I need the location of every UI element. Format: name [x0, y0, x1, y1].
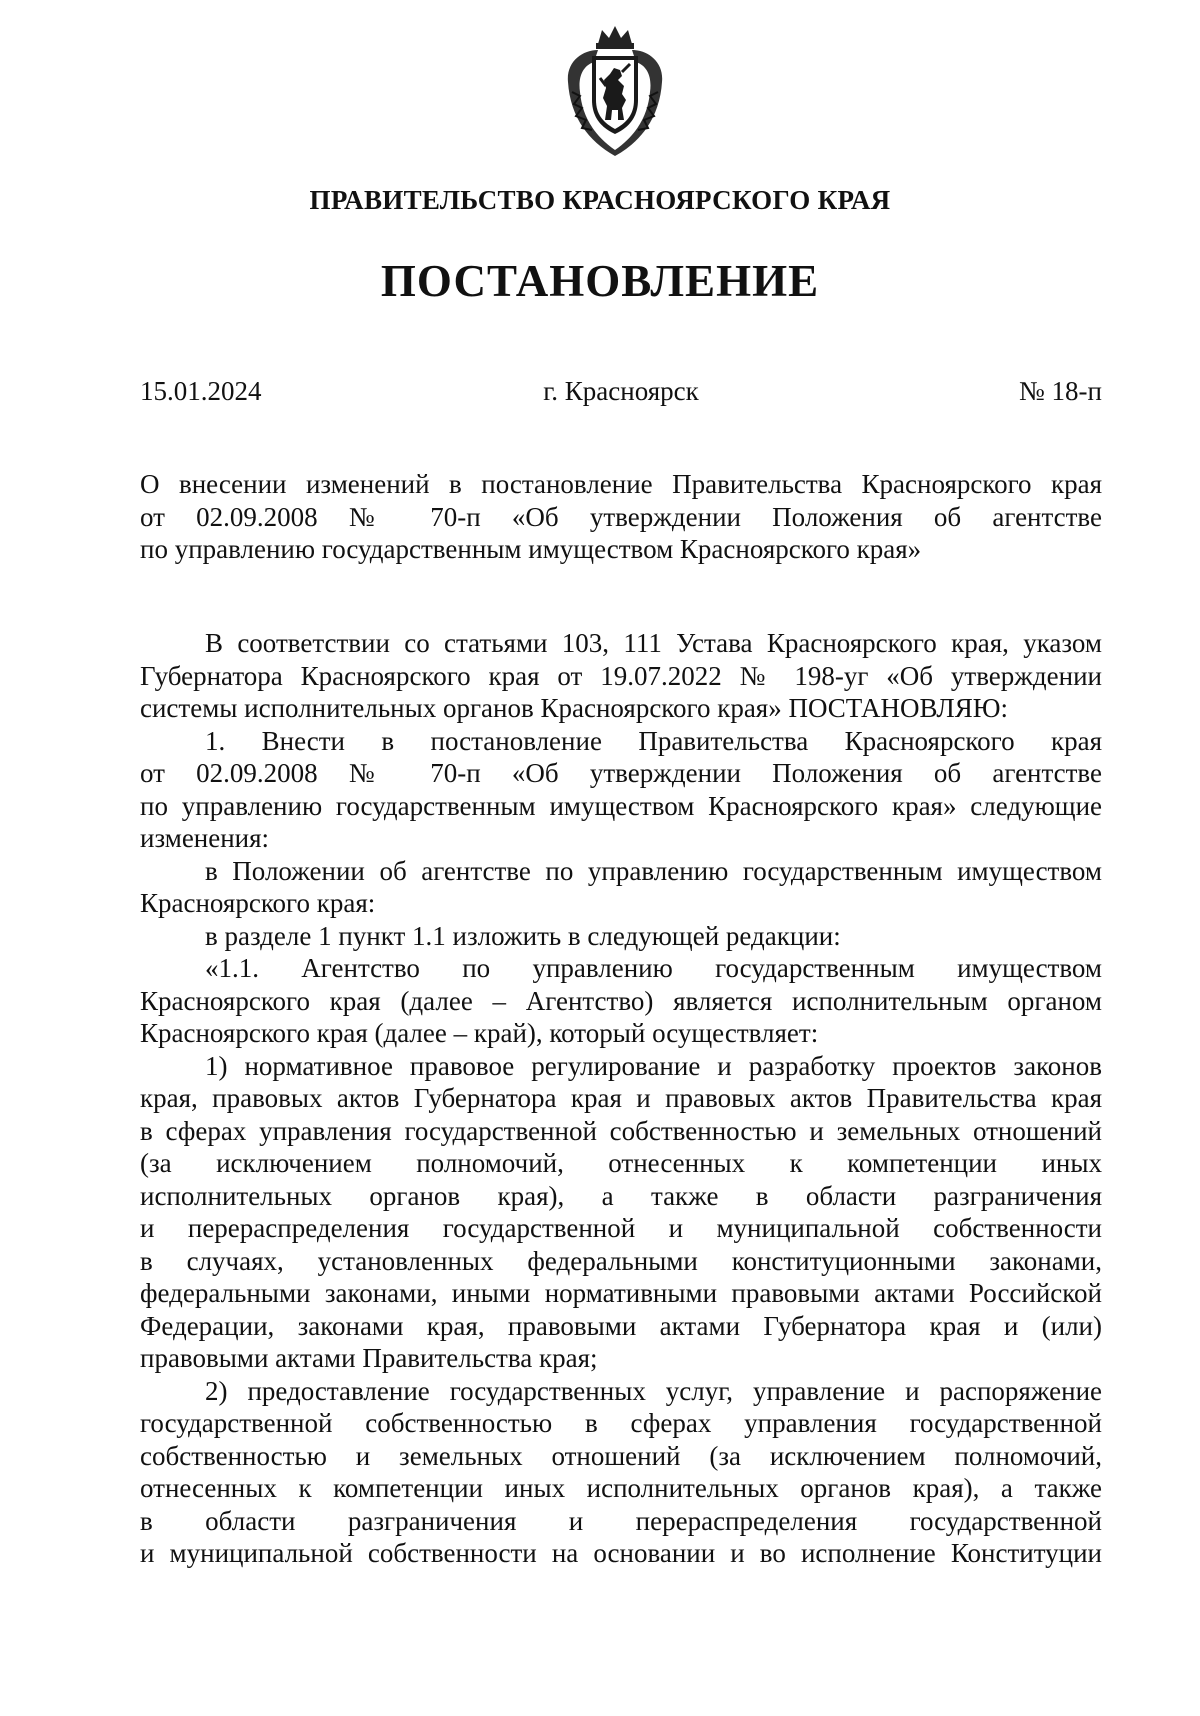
body-line: в сферах управления государственной собственностью и земельных отношений: [140, 1115, 1102, 1146]
document-type-heading: ПОСТАНОВЛЕНИЕ: [380, 256, 820, 306]
body-line: собственностью и земельных отношений (за исключением полномочий,: [140, 1440, 1102, 1471]
subject-line: от 02.09.2008 № 70-п «Об утверждении Положения об агентстве: [140, 501, 1102, 532]
krasnoyarsk-coat-of-arms-icon: [560, 22, 670, 157]
body-line: по управлению государственным имуществом Красноярского края» следующие: [140, 790, 1102, 821]
body-line: в разделе 1 пункт 1.1 изложить в следующей редакции:: [205, 920, 841, 951]
document-city: г. Красноярск: [543, 376, 699, 406]
document-subject: [140, 468, 1102, 566]
body-line: 1. Внести в постановление Правительства Красноярского края: [205, 725, 1102, 756]
body-line: и перераспределения государственной и муниципальной собственности: [140, 1213, 1102, 1243]
body-line: Красноярского края (далее – Агентство) является исполнительным органом: [140, 985, 1102, 1016]
body-line: правовыми актами Правительства края;: [140, 1343, 598, 1373]
body-line: в Положении об агентстве по управлению государственным имуществом: [205, 855, 1102, 886]
subject-line: О внесении изменений в постановление Правительства Красноярского края: [140, 469, 1102, 499]
government-title: ПРАВИТЕЛЬСТВО КРАСНОЯРСКОГО КРАЯ: [309, 185, 891, 215]
document-date: 15.01.2024: [140, 376, 262, 406]
body-line: системы исполнительных органов Красноярского края» ПОСТАНОВЛЯЮ:: [140, 693, 1009, 723]
body-line: Губернатора Красноярского края от 19.07.2022 № 198-уг «Об утверждении: [140, 660, 1102, 691]
body-line: в области разграничения и перераспределения государственной: [140, 1505, 1102, 1536]
body-line: федеральными законами, иными нормативными правовыми актами Российской: [140, 1278, 1102, 1308]
body-line: (за исключением полномочий, отнесенных к компетенции иных: [140, 1148, 1102, 1178]
body-line: изменения:: [140, 823, 270, 853]
body-line: Красноярского края (далее – край), который осуществляет:: [140, 1018, 819, 1048]
body-line: в случаях, установленных федеральными конституционными законами,: [140, 1245, 1102, 1276]
body-line: государственной собственностью в сферах управления государственной: [140, 1408, 1102, 1438]
body-line: от 02.09.2008 № 70-п «Об утверждении Положения об агентстве: [140, 758, 1102, 788]
body-line: «1.1. Агентство по управлению государственным имуществом: [205, 953, 1102, 983]
document-body: [140, 627, 1102, 1570]
body-line: отнесенных к компетенции иных исполнительных органов края), а также: [140, 1473, 1102, 1503]
body-line: исполнительных органов края), а также в области разграничения: [140, 1180, 1102, 1211]
body-line: края, правовых актов Губернатора края и правовых актов Правительства края: [140, 1083, 1102, 1113]
body-line: В соответствии со статьями 103, 111 Устава Красноярского края, указом: [205, 628, 1102, 658]
body-line: Красноярского края:: [140, 888, 376, 918]
body-line: 2) предоставление государственных услуг, управление и распоряжение: [205, 1375, 1102, 1406]
document-number: № 18-п: [1019, 376, 1102, 406]
subject-line: по управлению государственным имуществом Красноярского края»: [140, 534, 922, 564]
body-line: Федерации, законами края, правовыми актами Губернатора края и (или): [140, 1310, 1102, 1341]
body-line: 1) нормативное правовое регулирование и разработку проектов законов: [205, 1050, 1102, 1081]
body-line: и муниципальной собственности на основании и во исполнение Конституции: [140, 1538, 1102, 1568]
